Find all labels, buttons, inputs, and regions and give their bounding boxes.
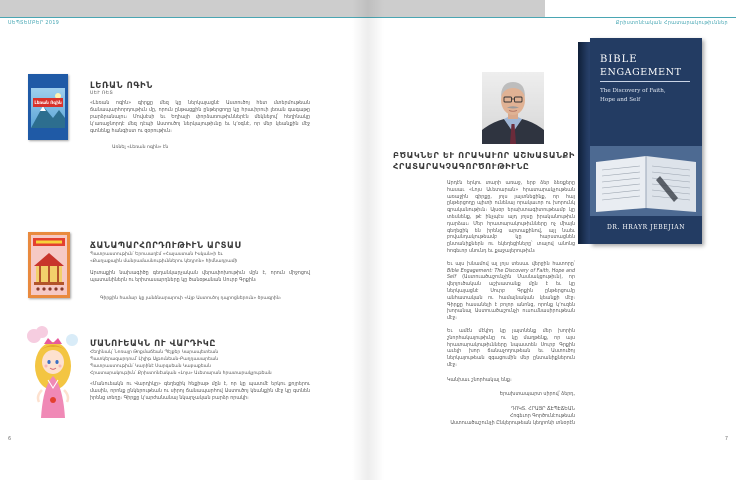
author-photo <box>482 72 544 144</box>
page-number-right: 7 <box>724 436 728 442</box>
cover-rule <box>600 81 690 82</box>
paragraph-2-lead: Եւ այս խնամով ալ լոյս տեսաւ վերջին հատորը՝ <box>447 261 575 267</box>
signature-block <box>447 391 575 427</box>
book-cover-mountain-spirit <box>28 74 68 140</box>
girl-illustration-icon <box>26 326 80 422</box>
signature-line: Հոգեւոր Գործունէութեան <box>509 413 575 419</box>
credit-line: Պատկերազարդում՝ Լիլիթ Ալթունեան-Բաղդասարեան <box>90 357 219 362</box>
signature-line: Երախտապարտ սիրով՝ ձերդ, <box>499 391 575 397</box>
article-closing: Կանխաւ շնորհակալ ենք։ <box>447 377 512 383</box>
credit-line: Հեղինակ՝ Նոռայր Թոքմաճեան Պէյքեր Կարապետեան <box>90 350 219 355</box>
section-note: Գիրքին համար կը յանձնարարուի «Այբ Աստուծոյ դպրոցներուն» ծրագրին։ <box>100 296 282 301</box>
paragraph-2-rest: (Աստուածաշունչին Մասնակցութիւն), որ վերլուծական աշխատանք մըն է եւ կը ներկայացնէ Սուրբ Գրքին ընթերցումը անհատական ու համայնական կեանքի մէջ։ Գիրքը հասանելի է բոլոր անոնց, որոնք կ՚ուզեն խորանալ Աստուածաշունչի ուսումնասիրութեան մէջ։ <box>447 275 576 322</box>
portrait-icon <box>482 72 544 144</box>
section-description: «Լեռան ոգին» գիրքը մեզ կը ներկայացնէ Աստուծոյ հետ մտերմութեան ճանապարհորդութիւն մը, որուն ընթացքին ընթերցողը կը հրաւիրուի լեռան գագաթը բարձրանալու։ Մովսէսի եւ Եղիայի փորձառութիւններէն մեկնելով՝ հեղինակը կ՚առաջնորդէ մեզ դէպի Աստուծոյ ներկայութիւնը եւ կ՚օգնէ, որ մեր կեանքին մէջ գտնենք հանգիստ ու զօրութիւն։ <box>90 101 310 134</box>
book-spine <box>578 42 590 244</box>
book-subtitle-line-1: The Discovery of Faith, <box>600 88 666 94</box>
book-title-reference: Bible Engagement: The Discovery of Faith, Hope and Self <box>447 268 575 281</box>
credit-line: «Քաղաքային մանրամասնութիւններու կեդրոն» հիմնադրամի <box>90 259 238 264</box>
section-title-journey: ՃԱՆԱՊԱՐՀՈՐԴՈՒԹԻՒՆ ԱՐՏԱՍ <box>90 240 242 250</box>
book-subtitle-line-2: Hope and Self <box>600 97 641 103</box>
book-author: DR. HRAYR JEBEJIAN <box>606 224 686 231</box>
article-title <box>393 150 575 172</box>
book-cover-journey <box>28 232 70 298</box>
issue-date: ՍԵՊՏԵՄԲԵՐ 2019 <box>8 21 60 26</box>
article-title-line-2: ՀՐԱՏԱՐԱԿՉԱԳՈՐԾՈՒԹԻՒՆԸ <box>393 161 530 171</box>
book-title-line-2: ENGAGEMENT <box>600 67 682 78</box>
section-title-girl-story: ՄԱՆՈՒԵԱԿՆ ՈՒ ՎԱՐԴԻԿԸ <box>90 338 217 348</box>
book-cover-bible-engagement <box>578 38 702 244</box>
book-front-cover <box>590 38 702 244</box>
article-paragraph-2 <box>447 262 575 323</box>
signature-line: Աստուածաշունչի Ընկերութեան կեդրոնի տնօրէն <box>450 420 575 426</box>
page-number-left: 6 <box>8 436 12 442</box>
article-title-line-1: ԲԾԱԿՆԵՐ ԵՒ ՈՐԱԿԱՒՈՐ ԱՇԽԱՏԱՆՔԻ <box>393 150 575 160</box>
section-description: Արտաքին նախագիծը գեղանկարչական վերափոխութիւն մըն է, որուն միջոցով պատանիներն ու երիտասարդները կը ծանօթանան Սուրբ Գրքին։ <box>90 271 310 283</box>
credit-line: Պատրաստութիւն՝ Երուսաղէմ «Հայաստան Իսկան»ի եւ <box>90 252 223 257</box>
credit-line: Հրատարակութիւն՝ Քրիստոնէական «Լոյս» Աւետարան հրատարակչութեան <box>90 371 272 376</box>
mountain-icon <box>31 88 65 128</box>
cover-title-label: Լեռան Ոգին <box>34 100 62 105</box>
section-description: «Մանուեակն ու Վարդիկը» գեղեցիկ հեքիաթ մըն է, որ կը պատմէ երկու քոյրերու մասին, որոնք ընկերութեան ու սիրոյ ճանապարհով Աստուծոյ կեանքին մէջ կը գտնեն իրենց տեղը։ Գիրքը կ՚արժանանայ նկարչական բարձր որակի։ <box>90 382 310 401</box>
credit-line: Պատրաստութիւն՝ Կարինէ Սարգսեան Կաբաքեան <box>90 364 211 369</box>
signature-name: ԴՈԿՏ. ՀՐԱՅՐ ՃԷՊԷՃԵԱՆ <box>511 406 575 412</box>
cover-mountain-image <box>31 88 65 128</box>
article-body <box>447 181 575 427</box>
illustration-girl <box>26 326 80 422</box>
section-note: Առնել «Լեռան ոգին» էն <box>112 145 169 150</box>
article-paragraph-3: Եւ ամէն մէկիդ կը յայտնենք մեր խորին շնորհակալութիւնը ու կը մաղթենք, որ այս հրատարակութիւնները նպաստեն Սուրբ Գրքին աւելի խոր ճանաչողութեան եւ Աստուծոյ ներկայութեան զգացումին մեր ընտանիքներուն մէջ։ <box>447 328 575 368</box>
publication-name: Քրիստոնէական Հրատարակութիւններ <box>615 21 728 26</box>
tabernacle-icon <box>28 232 70 298</box>
header-bar <box>0 0 545 17</box>
article-paragraph-1: Արդէն երկու տարի առաջ, երբ ձեր ձեռքերը հասաւ «Լոյս Աւետարան» հրատարակչութեան առաջին գիրքը, յոյս յայտնեցինք, որ հայ ընթերցողը պիտի ունենայ որակաւոր ու խորունկ գրականութիւն։ Այսօր երախտագիտութեամբ կը տեսնենք, թէ ինչպէս այդ յոյսը իրականութիւն դարձաւ։ Մեր հրատարակութիւնները ոչ միայն գեղեցիկ են իրենց արտաքինով, այլ նաեւ բովանդակութեամբ կը հարստացնեն ընտանիքներն ու եկեղեցիները՝ տալով անոնց հոգեւոր սնունդ եւ քաջալերութիւն։ <box>447 181 575 254</box>
open-bible-image <box>590 146 702 216</box>
open-book-icon <box>590 146 702 216</box>
section-title-mountain-spirit: ԼԵՌԱՆ ՈԳԻՆ <box>90 80 153 90</box>
page-gutter <box>352 0 384 480</box>
section-subtitle: ՍԵՒ ՌԵՏ <box>90 91 113 96</box>
book-title-line-1: BIBLE <box>600 54 638 65</box>
